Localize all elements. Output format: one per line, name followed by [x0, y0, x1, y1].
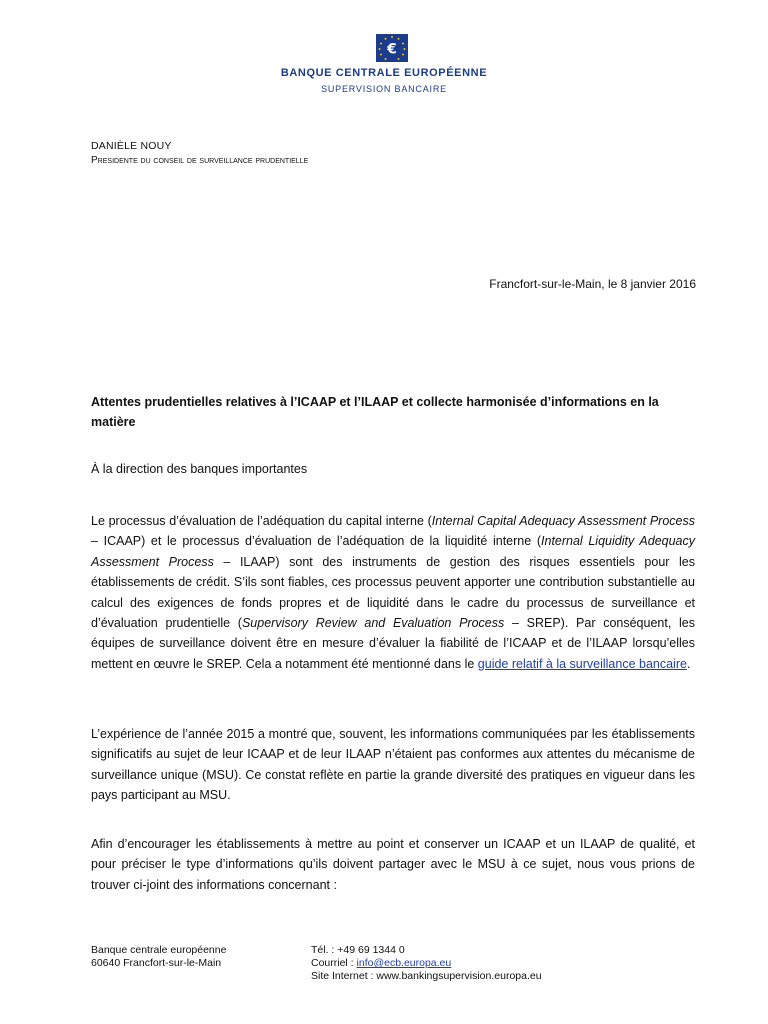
organization-division: SUPERVISION BANCAIRE: [321, 84, 447, 94]
p1-italic-3: Supervisory Review and Evaluation Process: [241, 616, 505, 631]
footer-address-line1: Banque centrale européenne: [91, 944, 227, 956]
footer-email-link[interactable]: info@ecb.europa.eu: [356, 957, 452, 969]
footer-address: [91, 944, 226, 970]
organization-name: BANQUE CENTRALE EUROPÉENNE: [280, 67, 488, 79]
footer-tel: Tél. : +49 69 1344 0: [311, 944, 405, 956]
p1-text-3: – ILAAP) sont des instruments de gestion des risques essentiels pour les établissements de crédit. S’ils sont fiables, ces processus peuvent apporter une contribution substantielle au calcul des exigences de fonds propres et de liquidité dans le cadre du processus de surveillance et d’évaluation prudentielle (: [91, 554, 695, 631]
footer-email-label: Courriel :: [311, 957, 357, 969]
salutation: À la direction des banques importantes: [91, 462, 308, 476]
p1-text-1: Le processus d’évaluation de l’adéquation du capital interne (: [91, 514, 432, 528]
date-line: Francfort-sur-le-Main, le 8 janvier 2016: [489, 277, 696, 291]
p1-text-5: .: [686, 656, 691, 671]
paragraph-1: [91, 511, 695, 674]
p1-text-2: – ICAAP) et le processus d’évaluation de l’adéquation de la liquidité interne (: [91, 534, 542, 549]
paragraph-3: Afin d’encourager les établissements à mettre au point et conserver un ICAAP et un ILAAP de qualité, et pour préciser le type d’informations qu’ils doivent partager avec le MSU à ce sujet, nous vous prions de trouver ci-joint des informations concernant :: [91, 837, 695, 892]
footer-email-line: [311, 957, 542, 970]
ecb-logo-icon: [376, 34, 408, 62]
euro-symbol: €: [387, 41, 397, 58]
footer-website: Site Internet : www.bankingsupervision.europa.eu: [311, 970, 542, 982]
p1-italic-1: Internal Capital Adequacy Assessment Process: [431, 514, 695, 528]
p1-text-4: – SREP). Par conséquent, les équipes de surveillance doivent être en mesure d’évaluer la fiabilité de l’ICAAP et de l’ILAAP lorsqu’elles mettent en œuvre le SREP. Cela a notamment été mentionné dans le: [91, 616, 696, 671]
p1-italic-2: Internal Liquidity Adequacy Assessment Process: [91, 534, 696, 569]
sender-name: DANIÈLE NOUY: [91, 140, 172, 152]
footer-address-line2: 60640 Francfort-sur-le-Main: [91, 957, 222, 969]
supervision-guide-link[interactable]: guide relatif à la surveillance bancaire: [477, 656, 687, 671]
sender-role: Presidente du conseil de surveillance prudentielle: [91, 155, 309, 166]
paragraph-2: L’expérience de l’année 2015 a montré que, souvent, les informations communiquées par les établissements significatifs au sujet de leur ICAAP et de leur ILAAP n’étaient pas conformes aux attentes du mécanisme de surveillance unique (MSU). Ce constat reflète en partie la grande diversité des pratiques en vigueur dans les pays participant au MSU.: [91, 727, 695, 803]
footer-contact: [311, 944, 542, 983]
letter-subject: Attentes prudentielles relatives à l’ICAAP et l’ILAAP et collecte harmonisée d’informations en la matière: [91, 395, 659, 429]
